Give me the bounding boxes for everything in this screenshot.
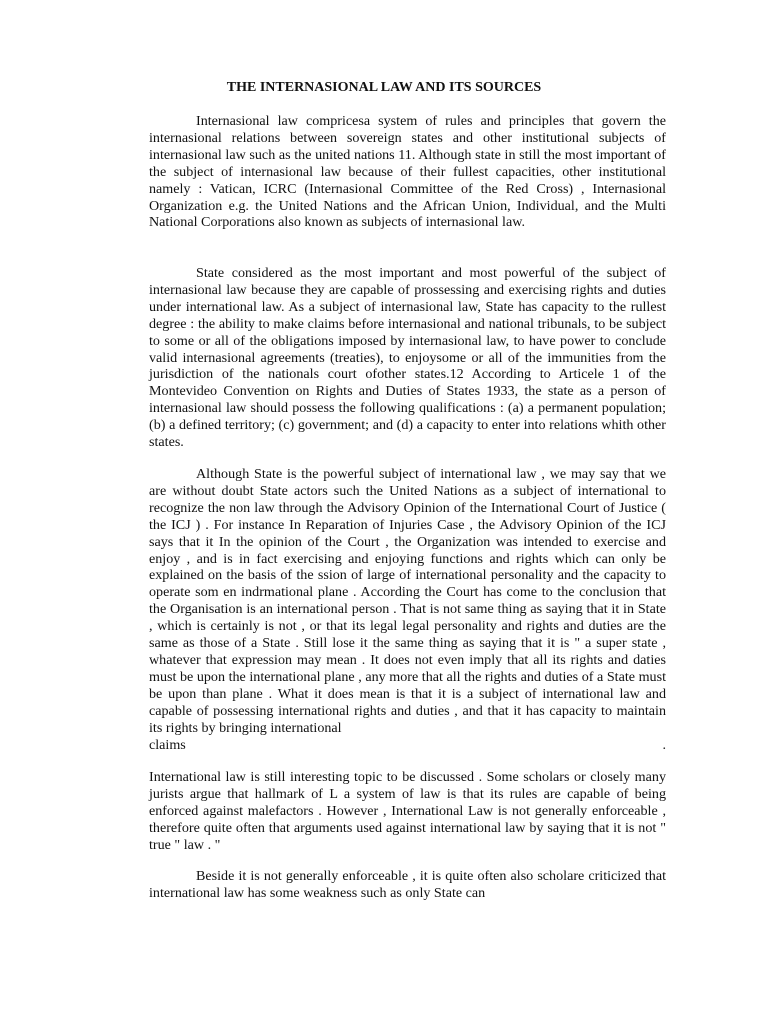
- paragraph-3-final-period: .: [662, 736, 666, 753]
- paragraph-4: Beside it is not generally enforceable , it is quite often also scholare criticized that international law has some weakness such as only State can: [149, 868, 666, 901]
- paragraph-3-final-line: [149, 737, 666, 754]
- document-title: THE INTERNASIONAL LAW AND ITS SOURCES: [226, 80, 542, 95]
- paragraph-2: State considered as the most important and most powerful of the subject of internasional law because they are capable of prossessing and exercising rights and duties under international law. As a subject of internasional law, State has capacity to the rullest degree : the ability to make claims before internasional and national tribunals, to be subject to some or all of the obligations imposed by internasional law, to have power to conclude valid internasional agreements (treaties), to enjoysome or all of the immunities from the jurisdiction of the nationals court ofother states.12 According to Articele 1 of the Montevideo Convention on Rights and Duties of States 1933, the state as a person of internasional law should possess the following qualifications : (a) a permanent population; (b) a defined territory; (c) government; and (d) a capacity to enter into relations whith other states.: [149, 265, 666, 451]
- paragraph-3: [149, 466, 666, 753]
- paragraph-1: Internasional law compricesa system of rules and principles that govern the internasional relations between sovereign states and other institutional subjects of internasional law such as the united nations 11. Although state in still the most important of the subject of internasional law because of their fullest capacities, other institutional namely : Vatican, ICRC (Internasional Committee of the Red Cross) , Internasional Organization e.g. the United Nations and the African Union, Individual, and the Multi National Corporations also known as subjects of internasional law.: [149, 113, 666, 231]
- paragraph-3-last-word: claims: [149, 736, 186, 753]
- paragraph-3-body: Although State is the powerful subject of international law , we may say that we are without doubt State actors such the United Nations as a subject of international to recognize the non law through the Advisory Opinion of the International Court of Justice ( the ICJ ) . For instance In Reparation of Injuries Case , the Advisory Opinion of the ICJ says that it In the opinion of the Court , the Organization was intended to exercise and enjoy , and is in fact exercising and enjoying functions and rights which can only be explained on the basis of the ssion of large of international personality and the capacity to operate som en indrmational plane . According the Court has come to the conclusion that the Organisation is an international person . That is not same thing as saying that it in State , which is certainly is not , or that its legal legal personality and rights and duties are the same as those of a State . Still lose it the same thing as saying that it is " a super state , whatever that expression may mean . It does not even imply that all its rights and daties must be upon the international plane , any more that all the rights and duties of a State must be upon than plane . What it does mean is that it is a subject of international law and capable of possessing international rights and duties , and that it has capacity to maintain its rights by bringing international: [149, 466, 666, 736]
- paragraph-3-continuation: International law is still interesting topic to be discussed . Some scholars or closely many jurists argue that hallmark of L a system of law is that its rules are capable of being enforced against malefactors . However , International Law is not generally enforceable , therefore quite often that arguments used against international law by saying that it is not " true " law . ": [149, 769, 666, 853]
